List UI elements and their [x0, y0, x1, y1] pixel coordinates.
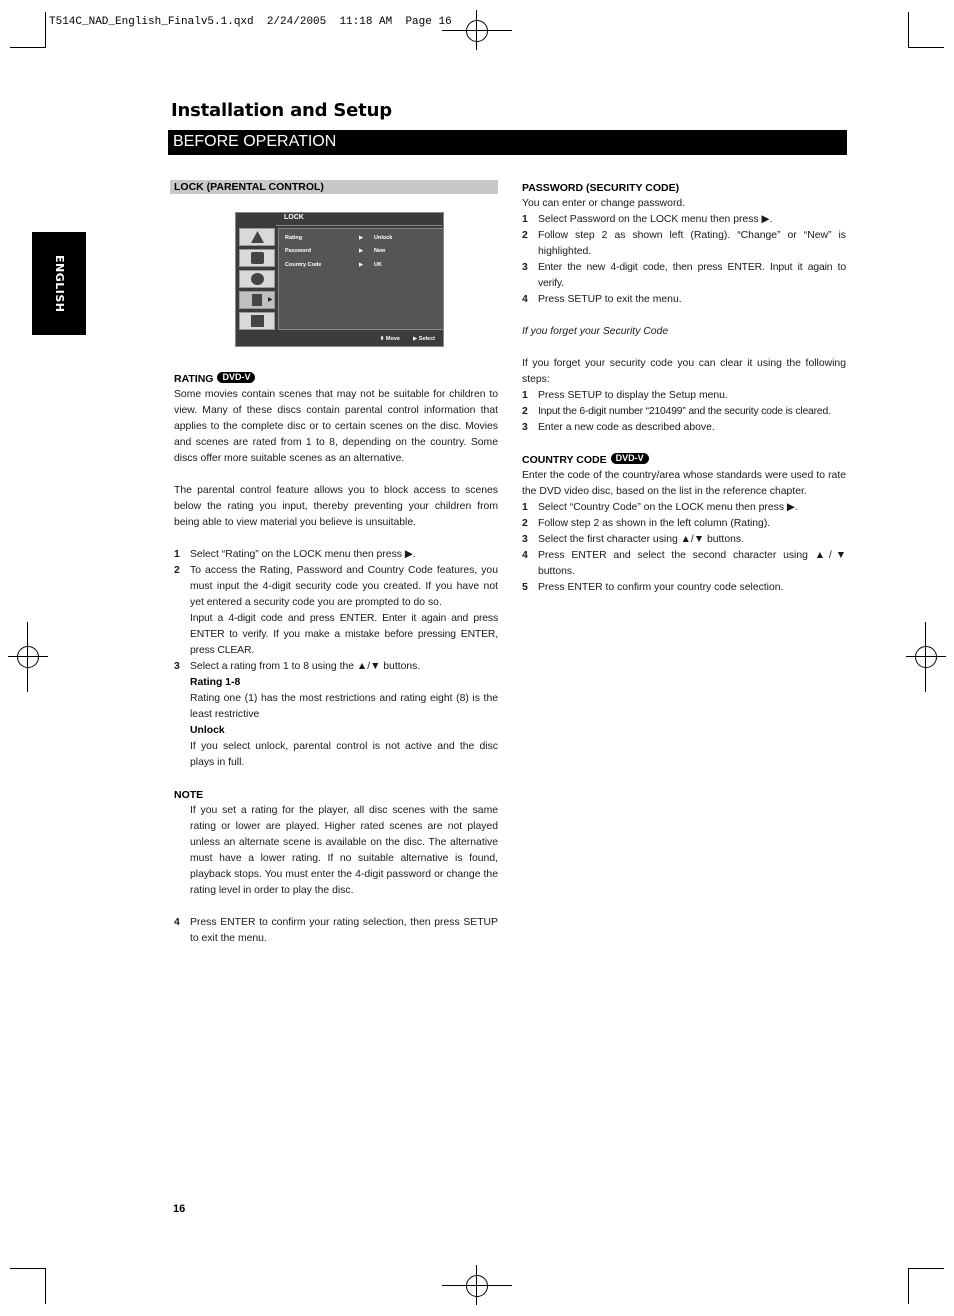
- password-heading: PASSWORD (SECURITY CODE): [522, 182, 680, 194]
- dvd-v-badge: DVD-V: [611, 453, 649, 464]
- arrow-right-icon: ▶: [359, 248, 364, 254]
- country-step: 3 Select the first character using ▲/▼ buttons.: [522, 534, 744, 545]
- menu-row-country-code[interactable]: Country Code: [285, 262, 322, 268]
- crop-mark: [908, 1268, 944, 1269]
- lock-menu-screenshot: [235, 212, 444, 347]
- lock-heading: LOCK (PARENTAL CONTROL): [174, 181, 324, 193]
- crop-mark: [908, 12, 909, 48]
- rating-1-8-text: Rating one (1) has the most restrictions and rating eight (8) is the least restrictive: [190, 693, 498, 720]
- country-step: 5 Press ENTER to confirm your country code selection.: [522, 582, 784, 593]
- dvd-v-badge: DVD-V: [217, 372, 255, 383]
- unlock-text: If you select unlock, parental control is not active and the disc plays in full.: [190, 741, 498, 768]
- menu-value-password: New: [374, 248, 386, 254]
- language-tab-label: ENGLISH: [53, 254, 66, 313]
- note-text: If you set a rating for the player, all disc scenes with the same rating or lower are played. Higher rated scenes are not played unless an alternate scene is available on the disc. The alternative must have a lower rating. If no suitable alternative is found, playback stops. You must enter the 4-digit password or change the rating level in order to play the disc.: [190, 805, 498, 896]
- country-code-heading: [522, 452, 846, 468]
- forget-step: 2 Input the 6-digit number “210499” and the security code is cleared.: [522, 406, 831, 417]
- password-step: 4 Press SETUP to exit the menu.: [522, 294, 682, 305]
- rating-1-8-label: Rating 1-8: [190, 677, 241, 688]
- password-step: 1 Select Password on the LOCK menu then press ▶.: [522, 214, 773, 225]
- right-column: [522, 180, 846, 596]
- crop-mark: [908, 47, 944, 48]
- audio-icon: [239, 270, 275, 288]
- print-slug: T514C_NAD_English_Finalv5.1.qxd 2/24/2005 11:18 AM Page 16: [49, 16, 452, 28]
- selected-arrow-icon: ▶: [268, 297, 273, 303]
- country-intro: Enter the code of the country/area whose standards were used to rate the DVD video disc, based on the list in the reference chapter.: [522, 470, 846, 497]
- password-steps: [522, 212, 846, 308]
- select-hint: ▶ Select: [413, 336, 435, 342]
- page-number: 16: [173, 1203, 186, 1215]
- rating-step-2: 2 To access the Rating, Password and Country Code features, you must input the 4-digit security code you created. If you have not yet entered a security code you are prompted to do so.: [174, 565, 498, 608]
- menu-value-country-code: UK: [374, 262, 382, 268]
- password-step: 2 Follow step 2 as shown left (Rating). “Change” or “New” is highlighted.: [522, 230, 846, 257]
- menu-row-password[interactable]: Password: [285, 248, 311, 254]
- country-step: 2 Follow step 2 as shown in the left column (Rating).: [522, 518, 771, 529]
- divider: [276, 225, 442, 226]
- rating-heading: [174, 371, 498, 387]
- forget-steps: [522, 388, 846, 436]
- crop-mark: [10, 1268, 46, 1269]
- crop-mark: [10, 47, 46, 48]
- country-steps: [522, 500, 846, 596]
- crop-mark: [45, 1268, 46, 1304]
- rating-step-2-detail: Input a 4-digit code and press ENTER. Enter it again and press ENTER to verify. If you make a mistake before pressing ENTER, press CLEAR.: [190, 613, 498, 656]
- forget-heading: If you forget your Security Code: [522, 326, 669, 337]
- language-icon: [239, 249, 275, 267]
- rating-paragraph-1: Some movies contain scenes that may not be suitable for children to view. Many of these discs contain parental control information that applies to the complete disc or to certain scenes on the disc. Movies and scenes are rated from 1 to 8, depending on the country. Some discs offer more suitable scenes as an alternative.: [174, 389, 498, 464]
- disc-icon: [239, 228, 275, 246]
- forget-step: 3 Enter a new code as described above.: [522, 422, 715, 433]
- rating-heading-text: RATING: [174, 373, 214, 385]
- menu-value-rating: Unlock: [374, 235, 393, 241]
- rating-paragraph-2: The parental control feature allows you to block access to scenes below the rating you input, thereby preventing your children from being able to view material you believe is unsuitable.: [174, 485, 498, 528]
- lock-menu-title: LOCK: [284, 214, 304, 221]
- rating-step-4: 4 Press ENTER to confirm your rating selection, then press SETUP to exit the menu.: [174, 917, 498, 944]
- arrow-right-icon: ▶: [359, 262, 364, 268]
- section-bar: [168, 130, 847, 155]
- menu-row-rating[interactable]: Rating: [285, 235, 303, 241]
- lock-icon: [239, 291, 275, 309]
- forget-intro: If you forget your security code you can clear it using the following steps:: [522, 358, 846, 385]
- country-step: 4 Press ENTER and select the second character using ▲/▼ buttons.: [522, 550, 846, 577]
- page-title: Installation and Setup: [171, 100, 392, 121]
- move-hint: ⬍ Move: [379, 336, 400, 342]
- unlock-label: Unlock: [190, 725, 225, 736]
- forget-step: 1 Press SETUP to display the Setup menu.: [522, 390, 728, 401]
- password-step: 3 Enter the new 4-digit code, then press ENTER. Input it again to verify.: [522, 262, 846, 289]
- crop-mark: [908, 1268, 909, 1304]
- password-intro: You can enter or change password.: [522, 198, 686, 209]
- note-heading: NOTE: [174, 789, 204, 801]
- others-icon: [239, 312, 275, 330]
- country-code-heading-text: COUNTRY CODE: [522, 454, 607, 466]
- rating-step-3: 3 Select a rating from 1 to 8 using the ▲/▼ buttons.: [174, 661, 421, 672]
- lock-heading-bar: [170, 180, 498, 194]
- lock-menu-panel: [278, 228, 444, 330]
- arrow-right-icon: ▶: [359, 235, 364, 241]
- rating-step-1: 1 Select “Rating” on the LOCK menu then press ▶.: [174, 549, 416, 560]
- section-title: BEFORE OPERATION: [173, 133, 337, 150]
- lock-menu-footer: [380, 336, 435, 342]
- crop-mark: [45, 12, 46, 48]
- language-tab: [32, 232, 86, 335]
- left-column: [174, 371, 498, 947]
- country-step: 1 Select “Country Code” on the LOCK menu then press ▶.: [522, 502, 798, 513]
